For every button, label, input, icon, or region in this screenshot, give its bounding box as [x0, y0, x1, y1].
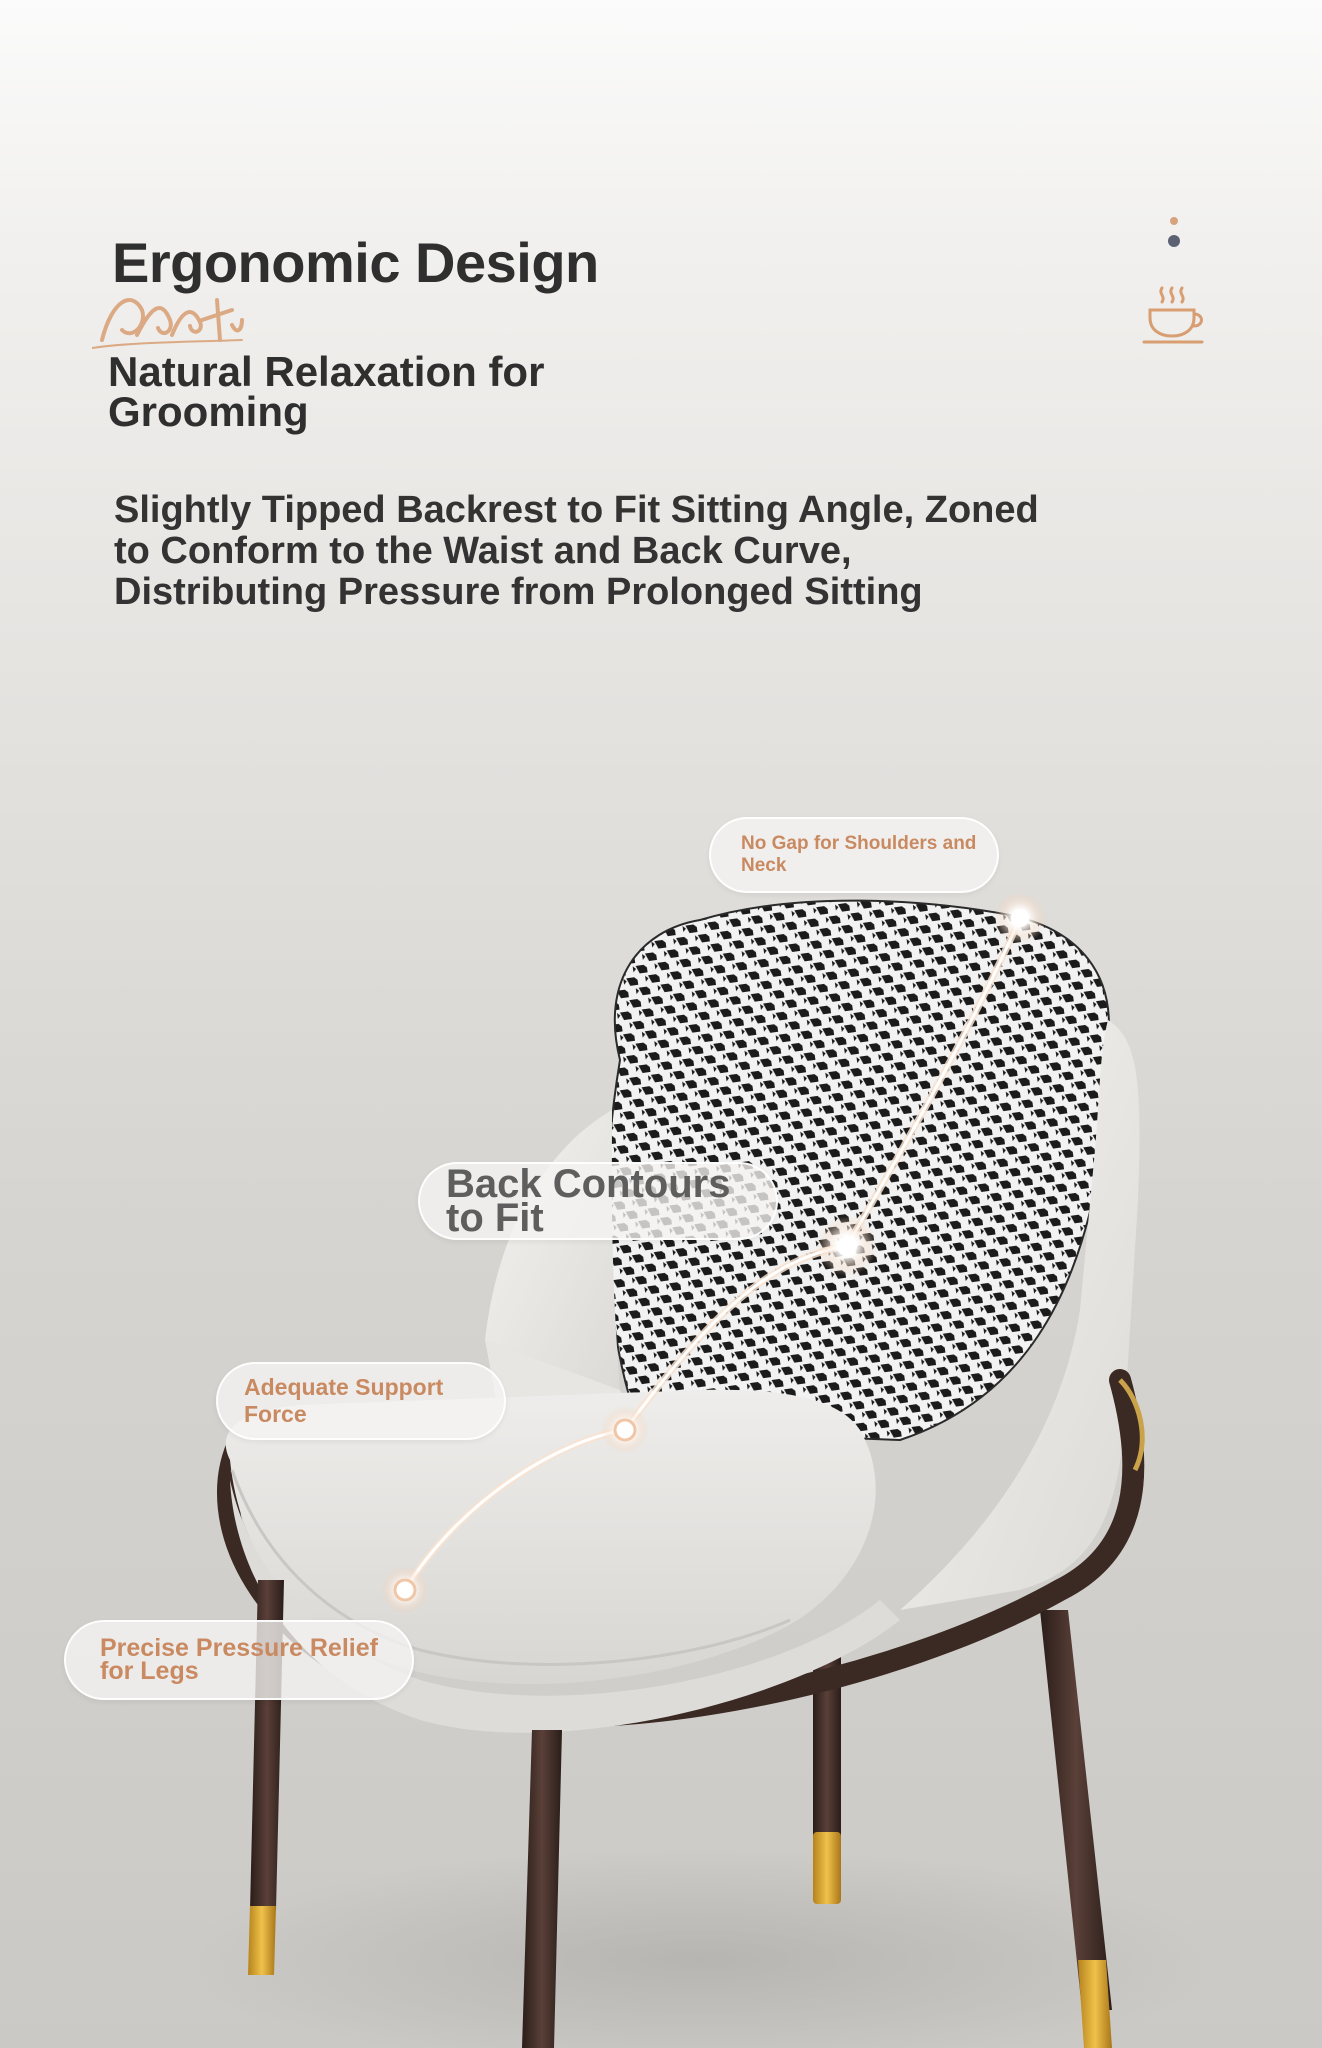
feature-description: Slightly Tipped Backrest to Fit Sitting Angle, Zoned to Conform to the Waist and Back Curve, Distributing Pressure from Prolonged Sitting [114, 489, 1039, 613]
callout-back-contours [418, 1162, 778, 1240]
script-logo-icon [92, 280, 252, 360]
callout-neck-label: No Gap for Shoulders and Neck [741, 833, 977, 876]
callout-shoulders-neck [709, 817, 999, 893]
coffee-cup-icon [1140, 284, 1210, 348]
callout-support-force [216, 1362, 506, 1440]
callout-back-label: Back Contours to Fit [446, 1162, 731, 1240]
page-title: Ergonomic Design [112, 231, 599, 294]
callout-legs-label: Precise Pressure Relief for Legs [100, 1634, 378, 1685]
dots-icon [1165, 213, 1185, 253]
callout-leg-relief [64, 1620, 414, 1700]
page-subtitle: Natural Relaxation for Grooming [108, 348, 545, 435]
callout-support-label: Adequate Support Force [244, 1374, 444, 1427]
